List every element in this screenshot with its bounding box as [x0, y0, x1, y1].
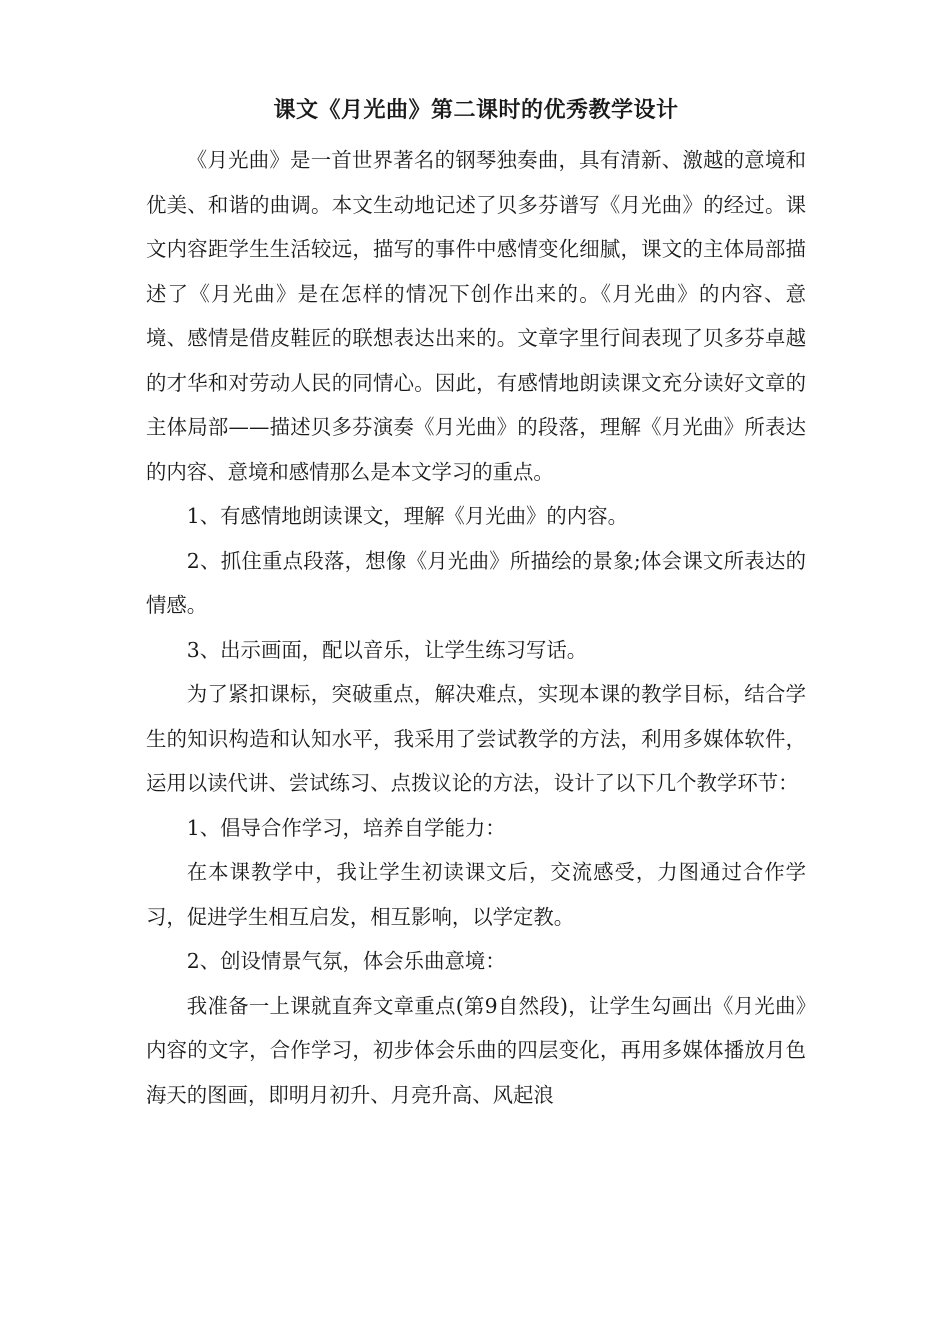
document-title: 课文《月光曲》第二课时的优秀教学设计: [273, 97, 679, 123]
paragraph-goal-2: 2、抓住重点段落，想像《月光曲》所描绘的景象;体会课文所表达的情感。: [146, 548, 806, 617]
document-page: [146, 88, 806, 1117]
paragraph-method: 为了紧扣课标，突破重点，解决难点，实现本课的教学目标，结合学生的知识构造和认知水平，我采用了尝试教学的方法，利用多媒体软件，运用以读代讲、尝试练习、点拨议论的方法，设计了以下几个教学环节：: [146, 682, 806, 795]
paragraph-step-2-heading: 2、创设情景气氛，体会乐曲意境：: [186, 949, 506, 973]
paragraph-step-1-heading: 1、倡导合作学习，培养自学能力：: [186, 815, 506, 840]
paragraph-goal-3: 3、出示画面，配以音乐，让学生练习写话。: [186, 637, 588, 662]
paragraph-step-2-body: 我准备一上课就直奔文章重点(第9自然段)，让学生勾画出《月光曲》内容的文字，合作学习，初步体会乐曲的四层变化，再用多媒体播放月色海天的图画，即明月初升、月亮升高、风起浪: [146, 993, 806, 1107]
paragraph-intro: 《月光曲》是一首世界著名的钢琴独奏曲，具有清新、激越的意境和优美、和谐的曲调。本文生动地记述了贝多芬谱写《月光曲》的经过。课文内容距学生生活较远，描写的事件中感情变化细腻，课文的主体局部描述了《月光曲》是在怎样的情况下创作出来的。《月光曲》的内容、意境、感情是借皮鞋匠的联想表达出来的。文章字里行间表现了贝多芬卓越的才华和对劳动人民的同情心。因此，有感情地朗读课文充分读好文章的主体局部——描述贝多芬演奏《月光曲》的段落，理解《月光曲》所表达的内容、意境和感情那么是本文学习的重点。: [146, 148, 806, 484]
paragraph-step-1-body: 在本课教学中，我让学生初读课文后，交流感受，力图通过合作学习，促进学生相互启发，相互影响，以学定教。: [146, 860, 806, 929]
paragraph-goal-1: 1、有感情地朗读课文，理解《月光曲》的内容。: [186, 504, 628, 528]
